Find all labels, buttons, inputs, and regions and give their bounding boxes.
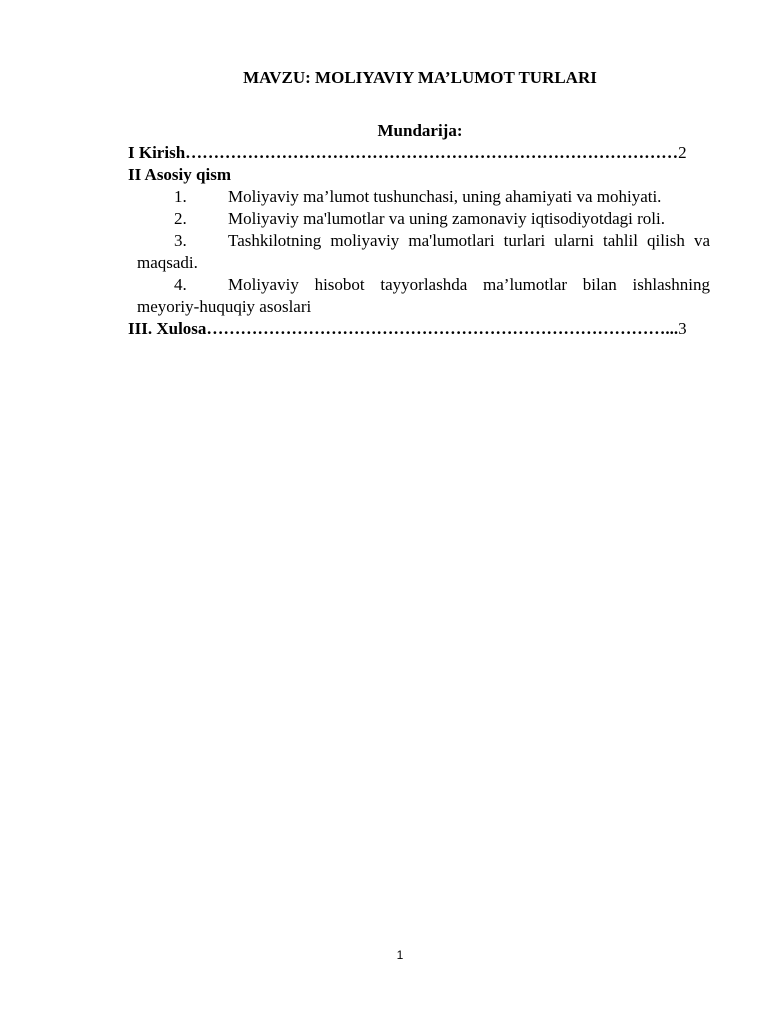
toc-list-item <box>128 208 710 230</box>
toc-intro-page: 2 <box>678 143 687 162</box>
table-of-contents <box>128 142 710 340</box>
toc-conclusion-label: III. Xulosa <box>128 319 207 338</box>
document-title: MAVZU: MOLIYAVIY MA’LUMOT TURLARI <box>243 68 597 87</box>
toc-item-text: Moliyaviy hisobot tayyorlashda ma’lumotlar bilan ishlashning meyoriy-huquqiy asoslari <box>137 275 710 316</box>
toc-conclusion-leader-dots: ………………………………………………………………………... <box>206 319 679 338</box>
toc-entry-intro <box>128 142 710 164</box>
toc-conclusion-page: 3 <box>678 319 687 338</box>
toc-intro-leader-dots: …………………………………………………………………………… <box>185 143 679 162</box>
contents-heading: Mundarija: <box>377 121 463 140</box>
toc-item-number: 4. <box>174 275 187 294</box>
toc-list-item <box>128 186 710 208</box>
toc-entry-conclusion <box>128 318 710 340</box>
toc-item-number: 1. <box>174 187 187 206</box>
toc-list-item <box>137 230 710 274</box>
page-number: 1 <box>396 948 404 962</box>
toc-list-item <box>137 274 710 318</box>
toc-item-text: Moliyaviy ma'lumotlar va uning zamonaviy iqtisodiyotdagi roli. <box>228 209 665 228</box>
toc-main-section-label: II Asosiy qism <box>128 165 231 184</box>
toc-item-number: 3. <box>174 231 187 250</box>
toc-item-text: Tashkilotning moliyaviy ma'lumotlari turlari ularni tahlil qilish va maqsadi. <box>137 231 710 272</box>
toc-item-text: Moliyaviy ma’lumot tushunchasi, uning ahamiyati va mohiyati. <box>228 187 662 206</box>
toc-item-number: 2. <box>174 209 187 228</box>
toc-intro-label: I Kirish <box>128 143 186 162</box>
